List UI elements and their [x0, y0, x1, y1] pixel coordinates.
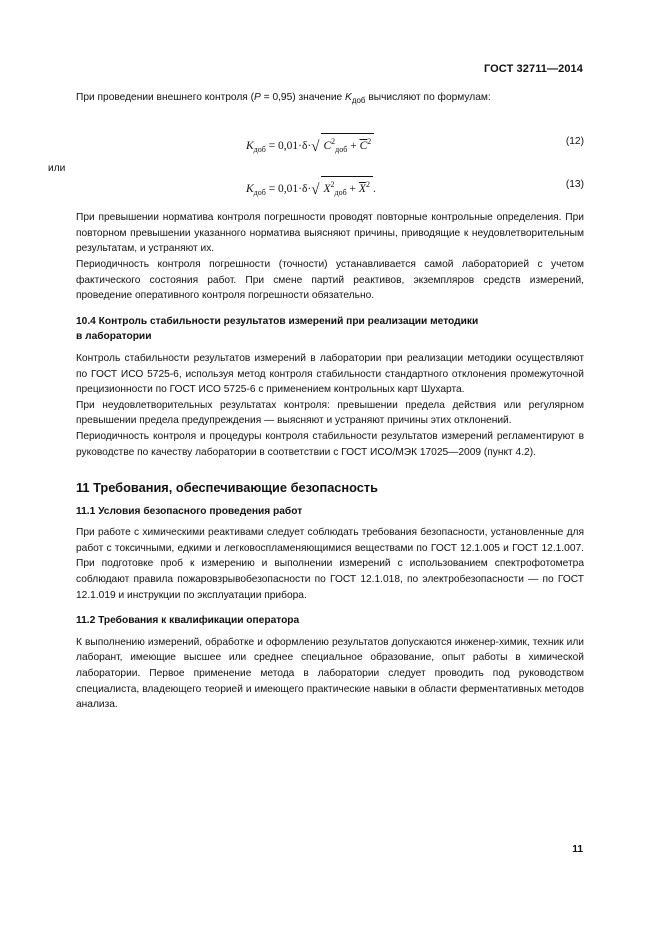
formula-13	[76, 168, 584, 202]
formula-12-cbar-sup: 2	[367, 136, 372, 146]
formula-12-c-sub: доб	[335, 144, 348, 154]
intro-k-subscript: доб	[351, 96, 366, 105]
formula-12-c-sup: 2	[331, 136, 336, 146]
formula-13-end: .	[372, 183, 376, 196]
section-10-4-paragraph-2: При неудовлетворительных результатах контроля: превышении предела действия или регулярном превышении предела предупреждения — выясняют и устраняют причины этих отклонений.	[76, 399, 584, 427]
formula-13-x-sub: доб	[334, 188, 347, 198]
formula-12-number: (12)	[565, 135, 584, 147]
formula-13-xbar-sup: 2	[365, 180, 370, 190]
formula-13-lhs: K	[246, 183, 254, 196]
section-11-2-title: 11.2 Требования к квалификации оператора	[76, 615, 300, 627]
section-10-4-title-line2: в лаборатории	[76, 331, 152, 343]
intro-text-after-p: = 0,95) значение	[260, 92, 346, 103]
formula-12-lhs-sub: доб	[253, 144, 266, 154]
intro-text-before-p: При проведении внешнего контроля (	[76, 92, 255, 103]
formula-13-number: (13)	[565, 179, 584, 191]
intro-k-variable: K	[345, 92, 352, 103]
formula-12-mid: = 0,01·δ·	[268, 139, 312, 152]
section-11-1-text: При работе с химическими реактивами следует соблюдать требования безопасности, установленные для работ с токсичными, едкими и легковоспламеняющимися веществами по ГОСТ 12.1.005 и ГОСТ 12.1.007. При подготовке проб к измерению и выполнении измерений с использованием спектрофотометра соблюдают правила пожаровзрывобезопасности по ГОСТ 12.1.018, по электробезопасности — по ГОСТ 12.1.019 и инструкции по эксплуатации прибора.	[76, 527, 584, 601]
formula-13-xbar: $\overline{X}$	[358, 183, 366, 196]
formula-12-plus: +	[347, 139, 360, 152]
paragraph-exceed-norm: При превышении норматива контроля погрешности проводят повторные контрольные определения. При повторном превышении указанного норматива выясняют причины, приводящие к неудовлетворительным результатам, и устраняют их.	[76, 212, 584, 255]
formula-13-x: X	[323, 183, 331, 196]
sqrt-icon: √	[311, 182, 320, 199]
section-11-title: 11 Требования, обеспечивающие безопасность	[76, 480, 379, 496]
formula-12-cbar: $\overline{C}$	[359, 139, 368, 152]
document-body	[48, 90, 584, 713]
formula-12-radicand	[321, 133, 375, 158]
formula-12-c: C	[323, 139, 332, 152]
section-10-4-paragraph-1: Контроль стабильности результатов измерений в лаборатории при реализации методики осуществляют по ГОСТ ИСО 5725-6, используя метод контроля стабильности стандартного отклонения промежуточной прецизионности по ГОСТ ИСО 5725-6 с применением контрольных карт Шухарта.	[76, 352, 584, 396]
intro-p-variable: P	[254, 92, 261, 103]
section-10-4-paragraph-3: Периодичность контроля и процедуры контроля стабильности результатов измерений регламентируют в руководстве по качеству лаборатории в соответствии с ГОСТ ИСО/МЭК 17025—2009 (пункт 4.2).	[76, 430, 584, 458]
paragraph-periodicity: Периодичность контроля погрешности (точности) устанавливается самой лабораторией с учетом фактического состояния работ. При смене партий реактивов, экземпляров средств измерений, проведение оперативного контроля погрешности обязательно.	[76, 258, 584, 302]
formula-13-plus: +	[346, 183, 359, 196]
formula-13-radicand	[321, 176, 373, 201]
formula-12-lhs: K	[246, 139, 254, 152]
or-word: или	[48, 162, 66, 174]
formula-12	[76, 125, 584, 159]
page-number: 11	[572, 844, 583, 855]
standard-header: ГОСТ 32711—2014	[483, 63, 583, 75]
section-10-4-title-line1: 10.4 Контроль стабильности результатов измерений при реализации методики	[76, 315, 479, 327]
intro-paragraph	[76, 90, 584, 109]
sqrt-icon: √	[311, 138, 320, 155]
formula-13-lhs-sub: доб	[253, 188, 266, 198]
intro-text-end: вычисляют по формулам:	[365, 92, 491, 103]
formula-13-mid: = 0,01·δ·	[268, 183, 312, 196]
formula-13-x-sup: 2	[330, 180, 335, 190]
formula-13-expression	[246, 176, 376, 201]
section-11-2-text: К выполнению измерений, обработке и оформлению результатов допускаются инженер-химик, техник или лаборант, имеющие высшее или среднее специальное образование, опыт работы в химической лаборатории. Первое применение метода в лаборатории следует проводить под руководством специалиста, владеющего теорией и имеющего практические навыки в области ферментативных методов анализа.	[76, 636, 584, 711]
formula-12-expression	[246, 133, 374, 158]
section-11-1-title: 11.1 Условия безопасного проведения работ	[76, 505, 303, 517]
